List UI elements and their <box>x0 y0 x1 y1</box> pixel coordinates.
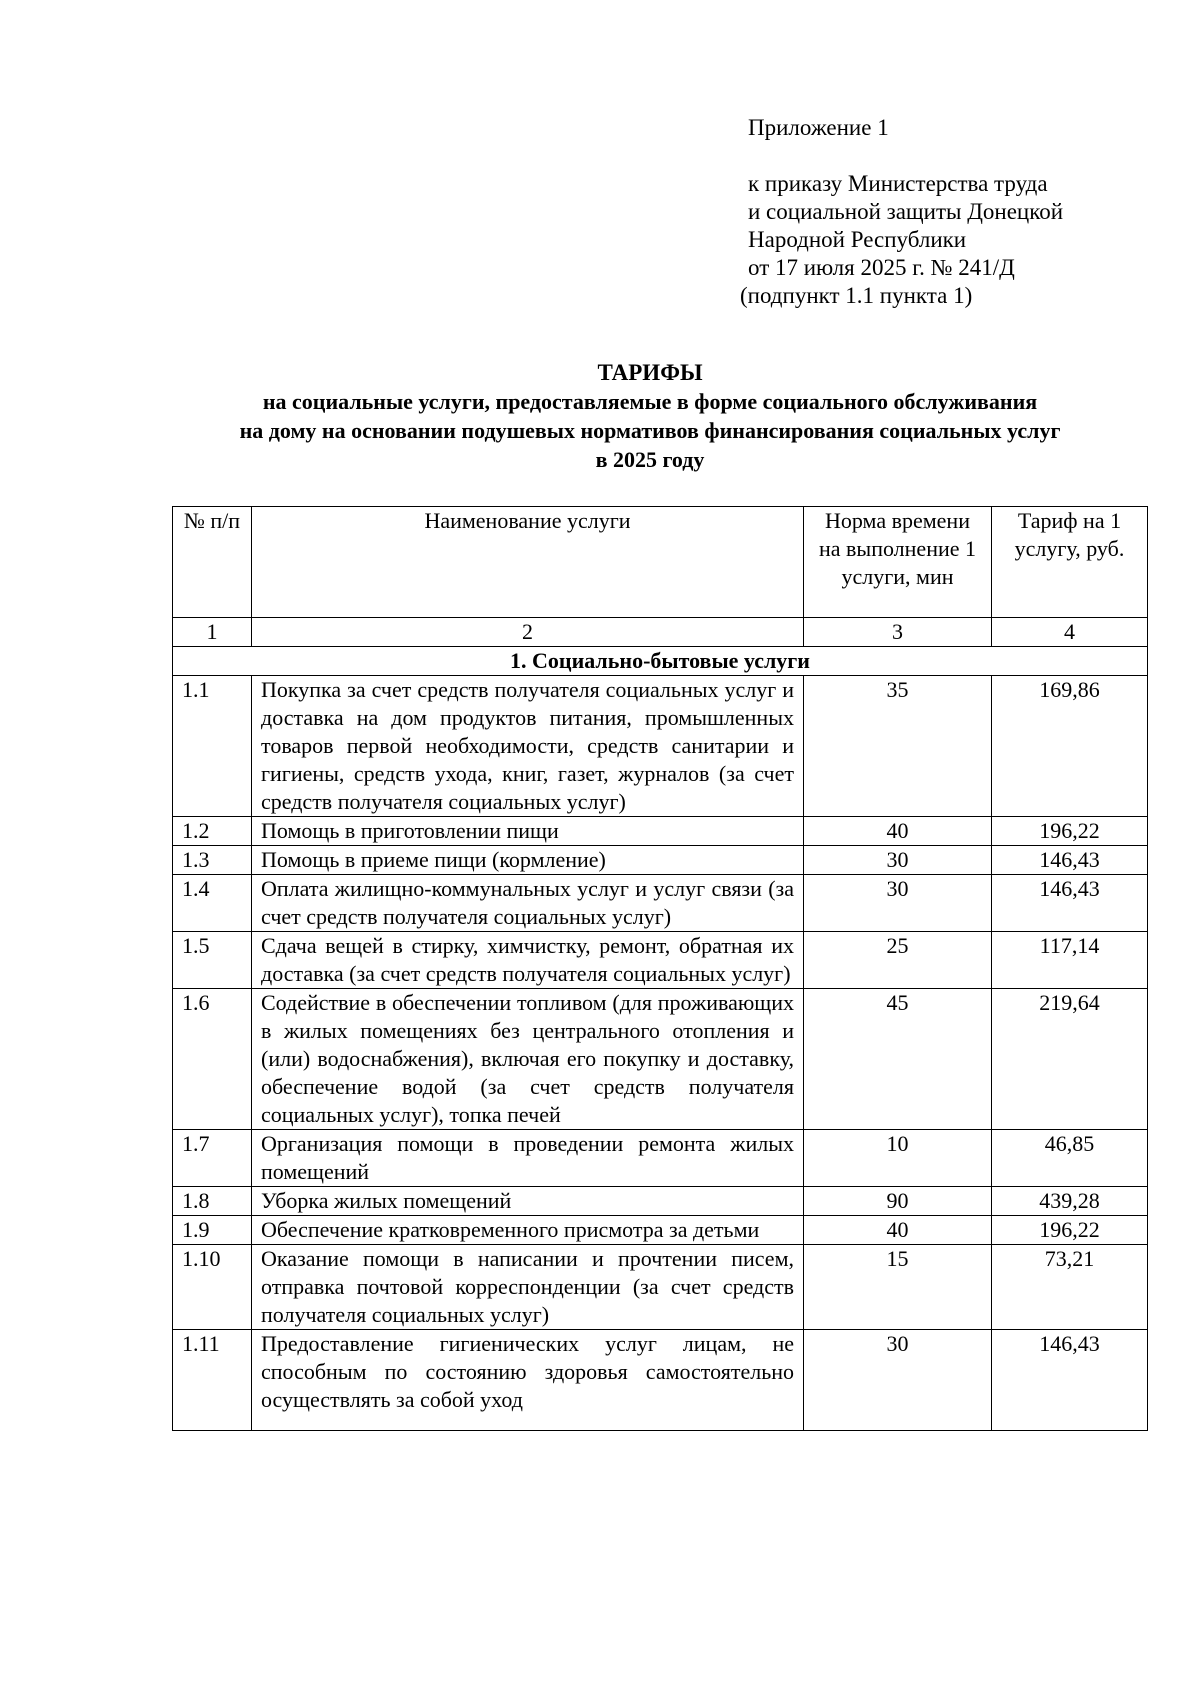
section-title: 1. Социально-бытовые услуги <box>173 647 1148 676</box>
row-num: 1.8 <box>173 1187 252 1216</box>
row-time-norm: 40 <box>804 1216 992 1245</box>
appendix-date-line: от 17 июля 2025 г. № 241/Д <box>748 255 1015 280</box>
row-num: 1.3 <box>173 846 252 875</box>
row-tariff: 146,43 <box>992 875 1148 932</box>
table-row <box>173 817 1148 846</box>
tariffs-table <box>172 506 1148 1431</box>
row-service-name: Уборка жилых помещений <box>252 1187 804 1216</box>
row-time-norm: 90 <box>804 1187 992 1216</box>
row-num: 1.10 <box>173 1245 252 1330</box>
row-time-norm: 30 <box>804 1330 992 1431</box>
table-row <box>173 989 1148 1130</box>
row-tariff: 46,85 <box>992 1130 1148 1187</box>
row-service-name: Предоставление гигиенических услуг лицам, не способным по состоянию здоровья самостоятельно осуществлять за собой уход <box>252 1330 804 1431</box>
row-service-name: Помощь в приготовлении пищи <box>252 817 804 846</box>
column-numbers-row <box>173 618 1148 647</box>
table-row <box>173 875 1148 932</box>
row-time-norm: 30 <box>804 875 992 932</box>
row-tariff: 196,22 <box>992 1216 1148 1245</box>
row-tariff: 73,21 <box>992 1245 1148 1330</box>
row-num: 1.9 <box>173 1216 252 1245</box>
row-time-norm: 30 <box>804 846 992 875</box>
row-service-name: Содействие в обеспечении топливом (для проживающих в жилых помещениях без центрального отопления и (или) водоснабжения), включая его покупку и доставку, обеспечение водой (за счет средств получателя социальных услуг), топка печей <box>252 989 804 1130</box>
header-name: Наименование услуги <box>252 507 804 618</box>
table-row <box>173 1216 1148 1245</box>
header-tariff: Тариф на 1 услугу, руб. <box>992 507 1148 618</box>
row-service-name: Оплата жилищно-коммунальных услуг и услуг связи (за счет средств получателя социальных услуг) <box>252 875 804 932</box>
column-number: 1 <box>173 618 252 647</box>
row-num: 1.11 <box>173 1330 252 1431</box>
row-service-name: Помощь в приеме пищи (кормление) <box>252 846 804 875</box>
appendix-line: к приказу Министерства труда <box>748 171 1048 196</box>
row-num: 1.6 <box>173 989 252 1130</box>
appendix-title: Приложение 1 <box>748 115 889 140</box>
row-num: 1.2 <box>173 817 252 846</box>
appendix-subpoint-line: (подпункт 1.1 пункта 1) <box>740 283 973 308</box>
row-num: 1.5 <box>173 932 252 989</box>
row-service-name: Сдача вещей в стирку, химчистку, ремонт, обратная их доставка (за счет средств получателя социальных услуг) <box>252 932 804 989</box>
table-row <box>173 1187 1148 1216</box>
section-row <box>173 647 1148 676</box>
column-number: 2 <box>252 618 804 647</box>
table-row <box>173 1245 1148 1330</box>
row-tariff: 439,28 <box>992 1187 1148 1216</box>
row-tariff: 146,43 <box>992 1330 1148 1431</box>
appendix-line: Народной Республики <box>748 227 967 252</box>
row-service-name: Организация помощи в проведении ремонта жилых помещений <box>252 1130 804 1187</box>
heading-line: на дому на основании подушевых нормативов финансирования социальных услуг <box>239 418 1061 443</box>
row-time-norm: 40 <box>804 817 992 846</box>
document-heading <box>160 358 1140 474</box>
table-row <box>173 846 1148 875</box>
table-header-row <box>173 507 1148 618</box>
heading-line: на социальные услуги, предоставляемые в форме социального обслуживания <box>262 389 1038 414</box>
row-num: 1.1 <box>173 676 252 817</box>
heading-line: в 2025 году <box>595 447 705 472</box>
row-time-norm: 15 <box>804 1245 992 1330</box>
table-row <box>173 1330 1148 1431</box>
table-row <box>173 676 1148 817</box>
row-time-norm: 25 <box>804 932 992 989</box>
row-tariff: 219,64 <box>992 989 1148 1130</box>
row-num: 1.7 <box>173 1130 252 1187</box>
row-service-name: Покупка за счет средств получателя социальных услуг и доставка на дом продуктов питания, промышленных товаров первой необходимости, средств санитарии и гигиены, средств ухода, книг, газет, журналов (за счет средств получателя социальных услуг) <box>252 676 804 817</box>
table-body <box>173 676 1148 1431</box>
row-tariff: 146,43 <box>992 846 1148 875</box>
row-service-name: Оказание помощи в написании и прочтении писем, отправка почтовой корреспонденции (за счет средств получателя социальных услуг) <box>252 1245 804 1330</box>
row-tariff: 117,14 <box>992 932 1148 989</box>
column-number: 4 <box>992 618 1148 647</box>
column-number: 3 <box>804 618 992 647</box>
row-tariff: 169,86 <box>992 676 1148 817</box>
table-row <box>173 932 1148 989</box>
appendix-line: и социальной защиты Донецкой <box>748 199 1064 224</box>
row-time-norm: 45 <box>804 989 992 1130</box>
row-num: 1.4 <box>173 875 252 932</box>
heading-main: ТАРИФЫ <box>597 360 703 385</box>
appendix-block <box>740 114 1064 310</box>
row-time-norm: 35 <box>804 676 992 817</box>
header-time: Норма времени на выполнение 1 услуги, мин <box>804 507 992 618</box>
row-service-name: Обеспечение кратковременного присмотра за детьми <box>252 1216 804 1245</box>
header-num: № п/п <box>173 507 252 618</box>
table-row <box>173 1130 1148 1187</box>
row-time-norm: 10 <box>804 1130 992 1187</box>
row-tariff: 196,22 <box>992 817 1148 846</box>
